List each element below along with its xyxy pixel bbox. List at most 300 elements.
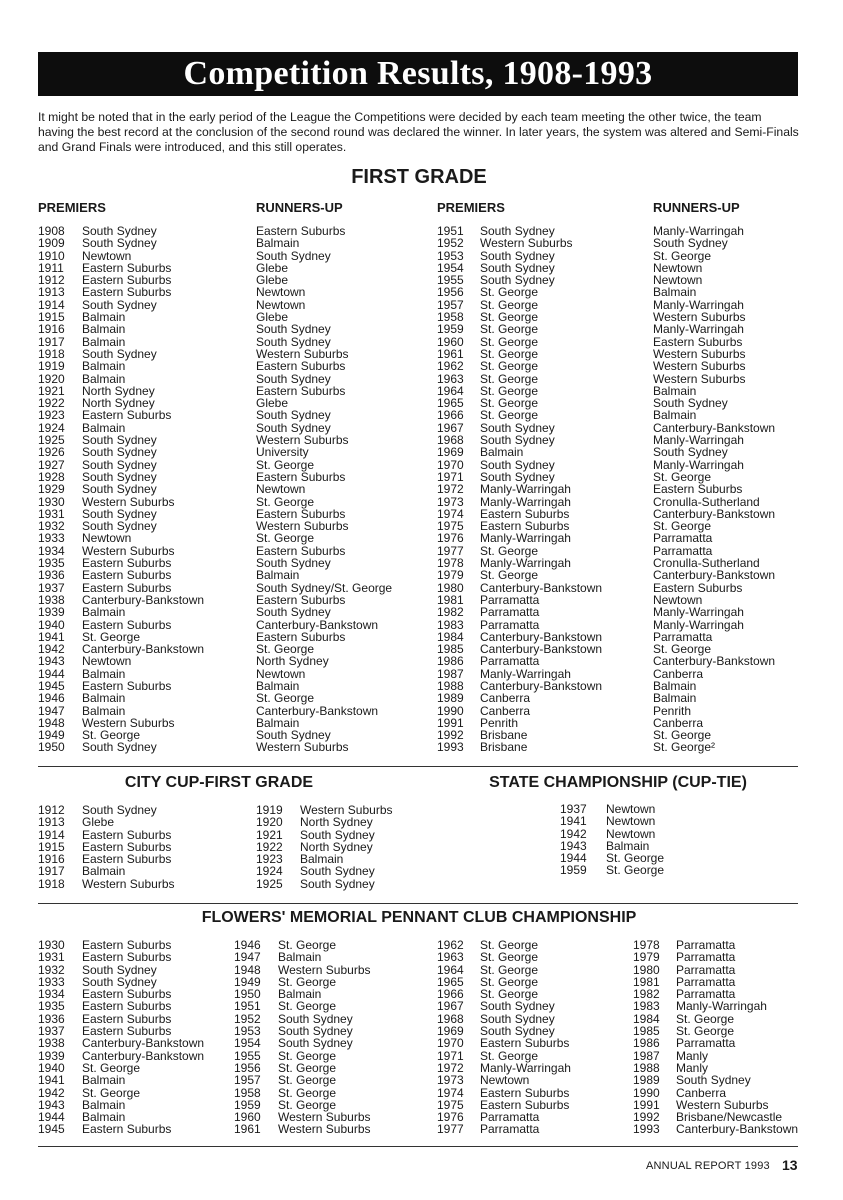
winner: South Sydney: [82, 346, 157, 361]
year: 1959: [560, 863, 587, 878]
winner: St. George: [606, 851, 665, 866]
year: 1964: [437, 962, 464, 977]
year: 1961: [234, 1122, 261, 1137]
runner-up: Newtown: [256, 285, 306, 300]
runner-up: South Sydney: [256, 322, 331, 337]
runner-up: Balmain: [653, 383, 697, 398]
winner: Brisbane: [480, 740, 528, 755]
runner-up: Eastern Suburbs: [256, 359, 346, 374]
year: 1914: [38, 297, 65, 312]
runner-up: Eastern Suburbs: [653, 580, 743, 595]
year: 1939: [38, 605, 65, 620]
year: 1953: [437, 248, 464, 263]
winner: St. George: [278, 938, 337, 952]
year: 1991: [633, 1097, 660, 1112]
year: 1960: [437, 334, 464, 349]
year: 1991: [437, 715, 464, 730]
year: 1951: [234, 999, 261, 1014]
year: 1957: [437, 297, 464, 312]
year: 1921: [38, 383, 65, 398]
year: 1923: [38, 408, 65, 423]
result-row: [437, 1000, 627, 1012]
result-row: [437, 483, 807, 495]
year: 1948: [234, 962, 261, 977]
winner: St. George: [606, 863, 665, 878]
winner: St. George: [480, 322, 539, 337]
winner: South Sydney: [82, 482, 157, 497]
result-row: [38, 1123, 233, 1135]
result-row: [437, 1074, 627, 1086]
winner: Manly-Warringah: [480, 494, 571, 509]
runner-up: Cronulla-Sutherland: [653, 556, 760, 571]
year: 1983: [437, 617, 464, 632]
winner: Parramatta: [480, 1110, 540, 1125]
runner-up: Canterbury-Bankstown: [256, 617, 379, 632]
year: 1953: [234, 1024, 261, 1039]
result-row: [38, 655, 428, 667]
result-row: [234, 1000, 429, 1012]
runner-up: University: [256, 445, 309, 460]
year: 1975: [437, 1097, 464, 1112]
year: 1989: [633, 1073, 660, 1088]
runner-up: Balmain: [256, 568, 300, 583]
year: 1981: [633, 974, 660, 989]
runner-up: Western Suburbs: [653, 346, 746, 361]
winner: South Sydney: [480, 1011, 555, 1026]
result-row: [234, 976, 429, 988]
winner: South Sydney: [278, 1011, 353, 1026]
winner: Balmain: [82, 691, 126, 706]
runner-up: South Sydney: [256, 248, 331, 263]
year: 1941: [560, 814, 587, 829]
runner-up: Balmain: [653, 408, 697, 423]
year: 1949: [234, 974, 261, 989]
winner: St. George: [82, 629, 141, 644]
year: 1930: [38, 494, 65, 509]
year: 1958: [437, 310, 464, 325]
winner: Parramatta: [676, 1036, 736, 1051]
winner: South Sydney: [480, 260, 555, 275]
winner: South Sydney: [82, 962, 157, 977]
runner-up: Eastern Suburbs: [653, 482, 743, 497]
winner: Parramatta: [480, 617, 540, 632]
year: 1943: [38, 1097, 65, 1112]
year: 1949: [38, 728, 65, 743]
result-row: [38, 1087, 233, 1099]
year: 1979: [437, 568, 464, 583]
winner: Parramatta: [676, 974, 736, 989]
runner-up: Balmain: [256, 678, 300, 693]
result-row: [437, 741, 807, 753]
year: 1985: [437, 642, 464, 657]
year: 1979: [633, 950, 660, 965]
winner: Brisbane/Newcastle: [676, 1110, 783, 1125]
winner: Eastern Suburbs: [82, 1011, 172, 1026]
result-row: [234, 939, 429, 951]
year: 1974: [437, 1085, 464, 1100]
winner: Parramatta: [480, 1122, 540, 1137]
winner: South Sydney: [82, 297, 157, 312]
year: 1936: [38, 1011, 65, 1026]
year: 1981: [437, 592, 464, 607]
winner: St. George: [480, 346, 539, 361]
winner: Eastern Suburbs: [82, 839, 172, 854]
winner: South Sydney: [480, 999, 555, 1014]
year: 1983: [633, 999, 660, 1014]
runner-up: Western Suburbs: [653, 359, 746, 374]
winner: Newtown: [606, 802, 656, 816]
winner: St. George: [480, 396, 539, 411]
runner-up: Manly-Warringah: [653, 433, 744, 448]
year: 1938: [38, 592, 65, 607]
winner: St. George: [82, 728, 141, 743]
year: 1939: [38, 1048, 65, 1063]
year: 1978: [437, 556, 464, 571]
year: 1975: [437, 519, 464, 534]
winner: Newtown: [82, 531, 132, 546]
year: 1946: [234, 938, 261, 952]
winner: Balmain: [82, 605, 126, 620]
year: 1932: [38, 519, 65, 534]
year: 1922: [38, 396, 65, 411]
year: 1912: [38, 803, 65, 817]
flowers-pennant-heading: FLOWERS' MEMORIAL PENNANT CLUB CHAMPIONSHIP: [201, 909, 637, 926]
runner-up: Canterbury-Bankstown: [256, 703, 379, 718]
year: 1963: [437, 371, 464, 386]
result-row: [560, 828, 740, 840]
runner-up: South Sydney: [256, 556, 331, 571]
year: 1990: [633, 1085, 660, 1100]
result-row: [256, 878, 426, 890]
year: 1972: [437, 482, 464, 497]
year: 1912: [38, 273, 65, 288]
winner: Manly-Warringah: [480, 1060, 571, 1075]
winner: St. George: [82, 1085, 141, 1100]
runner-up: South Sydney: [653, 445, 728, 460]
winner: Balmain: [82, 1097, 126, 1112]
winner: South Sydney: [82, 433, 157, 448]
winner: St. George: [278, 974, 337, 989]
winner: Eastern Suburbs: [82, 938, 172, 952]
winner: Western Suburbs: [82, 876, 175, 891]
result-row: [234, 1123, 429, 1135]
flowers-pennant-list-1: [38, 939, 233, 1136]
runner-up: St. George: [256, 642, 315, 657]
year: 1924: [38, 420, 65, 435]
flowers-pennant-list-2: [234, 939, 429, 1136]
year: 1987: [437, 666, 464, 681]
winner: Manly-Warringah: [480, 531, 571, 546]
winner: Balmain: [82, 864, 126, 879]
result-row: [437, 446, 807, 458]
winner: Eastern Suburbs: [82, 568, 172, 583]
year: 1958: [234, 1085, 261, 1100]
result-row: [437, 373, 807, 385]
year: 1930: [38, 938, 65, 952]
result-row: [234, 1074, 429, 1086]
winner: Glebe: [82, 815, 115, 830]
flowers-pennant-list-3: [437, 939, 627, 1136]
year: 1962: [437, 938, 464, 952]
result-row: [437, 532, 807, 544]
year: 1938: [38, 1036, 65, 1051]
year: 1944: [38, 666, 65, 681]
runner-up: Glebe: [256, 273, 289, 288]
winner: Balmain: [606, 838, 650, 853]
year: 1918: [38, 876, 65, 891]
year: 1970: [437, 1036, 464, 1051]
runner-up: Parramatta: [653, 531, 713, 546]
winner: Canterbury-Bankstown: [82, 1048, 205, 1063]
winner: St. George: [676, 1011, 735, 1026]
year: 1948: [38, 715, 65, 730]
year: 1931: [38, 506, 65, 521]
result-row: [38, 606, 428, 618]
result-row: [437, 1087, 627, 1099]
winner: St. George: [278, 1048, 337, 1063]
year: 1950: [38, 740, 65, 755]
winner: St. George: [480, 297, 539, 312]
runner-up: St. George: [256, 531, 315, 546]
year: 1917: [38, 334, 65, 349]
runner-up: Eastern Suburbs: [653, 334, 743, 349]
winner: Eastern Suburbs: [82, 950, 172, 965]
year: 1919: [38, 359, 65, 374]
result-row: [437, 1062, 627, 1074]
runner-up: Cronulla-Sutherland: [653, 494, 760, 509]
result-row: [633, 1123, 808, 1135]
result-row: [437, 606, 807, 618]
year: 1955: [234, 1048, 261, 1063]
result-row: [437, 237, 807, 249]
year: 1967: [437, 420, 464, 435]
year: 1989: [437, 691, 464, 706]
result-row: [437, 655, 807, 667]
year: 1944: [560, 851, 587, 866]
result-row: [38, 865, 248, 877]
runner-up: Penrith: [653, 703, 692, 718]
winner: Manly-Warringah: [676, 999, 767, 1014]
footer-report-label: ANNUAL REPORT 1993: [646, 1160, 770, 1172]
winner: Western Suburbs: [278, 1110, 371, 1125]
winner: St. George: [278, 1073, 337, 1088]
year: 1913: [38, 815, 65, 830]
result-row: [38, 1062, 233, 1074]
year: 1917: [38, 864, 65, 879]
result-row: [38, 1099, 233, 1111]
runner-up: St. George²: [653, 740, 716, 755]
winner: South Sydney: [82, 224, 157, 238]
runner-up: St. George: [256, 494, 315, 509]
winner: Canterbury-Bankstown: [480, 678, 603, 693]
runner-up: St. George: [653, 469, 712, 484]
year: 1913: [38, 285, 65, 300]
winner: South Sydney: [480, 469, 555, 484]
winner: Newtown: [480, 1073, 530, 1088]
runner-up: Parramatta: [653, 629, 713, 644]
winner: Balmain: [82, 371, 126, 386]
year: 1935: [38, 556, 65, 571]
runner-up: St. George: [653, 519, 712, 534]
year: 1944: [38, 1110, 65, 1125]
winner: South Sydney: [300, 876, 375, 891]
year: 1957: [234, 1073, 261, 1088]
year: 1990: [437, 703, 464, 718]
runner-up: Eastern Suburbs: [256, 629, 346, 644]
result-row: [38, 1074, 233, 1086]
year: 1974: [437, 506, 464, 521]
runner-up: Balmain: [653, 691, 697, 706]
winner: North Sydney: [82, 383, 155, 398]
year: 1937: [560, 802, 587, 816]
year: 1961: [437, 346, 464, 361]
result-row: [633, 1087, 808, 1099]
runner-up: Canterbury-Bankstown: [653, 420, 776, 435]
runner-up: Eastern Suburbs: [256, 592, 346, 607]
result-row: [560, 815, 740, 827]
winner: Parramatta: [480, 605, 540, 620]
winner: South Sydney: [480, 433, 555, 448]
runner-up: Canberra: [653, 666, 704, 681]
runner-up: St. George: [256, 691, 315, 706]
runner-up: St. George: [653, 728, 712, 743]
winner: Canterbury-Bankstown: [82, 592, 205, 607]
winner: Balmain: [300, 852, 344, 867]
year: 1952: [234, 1011, 261, 1026]
result-row: [234, 1037, 429, 1049]
year: 1936: [38, 568, 65, 583]
winner: Canterbury-Bankstown: [480, 580, 603, 595]
winner: Balmain: [82, 359, 126, 374]
winner: Eastern Suburbs: [480, 1085, 570, 1100]
year: 1919: [256, 803, 283, 817]
year: 1956: [234, 1060, 261, 1075]
runner-up: Western Suburbs: [256, 740, 349, 755]
runner-up: Manly-Warringah: [653, 322, 744, 337]
winner: Balmain: [82, 1073, 126, 1088]
winner: St. George: [82, 1060, 141, 1075]
winner: Canterbury-Bankstown: [676, 1122, 799, 1137]
runner-up: Eastern Suburbs: [256, 543, 346, 558]
premiers-header-right: PREMIERS: [437, 200, 505, 215]
runner-up: St. George: [256, 457, 315, 472]
year: 1959: [234, 1097, 261, 1112]
winner: Canterbury-Bankstown: [82, 1036, 205, 1051]
year: 1982: [633, 987, 660, 1002]
year: 1922: [256, 839, 283, 854]
year: 1987: [633, 1048, 660, 1063]
winner: Balmain: [278, 950, 322, 965]
winner: North Sydney: [82, 396, 155, 411]
winner: Eastern Suburbs: [82, 617, 172, 632]
year: 1915: [38, 310, 65, 325]
winner: Parramatta: [676, 987, 736, 1002]
result-row: [38, 853, 248, 865]
state-championship-heading: STATE CHAMPIONSHIP (CUP-TIE): [489, 774, 747, 791]
winner: South Sydney: [480, 273, 555, 288]
year: 1966: [437, 408, 464, 423]
winner: Newtown: [82, 654, 132, 669]
year: 1947: [38, 703, 65, 718]
runner-up: South Sydney: [256, 605, 331, 620]
year: 1951: [437, 224, 464, 238]
year: 1992: [633, 1110, 660, 1125]
year: 1947: [234, 950, 261, 965]
winner: South Sydney: [82, 445, 157, 460]
result-row: [38, 1037, 233, 1049]
winner: Balmain: [480, 445, 524, 460]
year: 1941: [38, 1073, 65, 1088]
winner: Penrith: [480, 715, 519, 730]
year: 1940: [38, 617, 65, 632]
result-row: [38, 496, 428, 508]
result-row: [633, 1074, 808, 1086]
winner: St. George: [480, 543, 539, 558]
runner-up: Manly-Warringah: [653, 617, 744, 632]
year: 1927: [38, 457, 65, 472]
winner: Balmain: [82, 1110, 126, 1125]
winner: Balmain: [82, 666, 126, 681]
year: 1908: [38, 224, 65, 238]
winner: St. George: [480, 950, 539, 965]
year: 1992: [437, 728, 464, 743]
winner: Eastern Suburbs: [480, 1036, 570, 1051]
runner-up: Balmain: [653, 285, 697, 300]
winner: St. George: [480, 408, 539, 423]
year: 1971: [437, 469, 464, 484]
result-row: [38, 569, 428, 581]
result-row: [38, 286, 428, 298]
year: 1931: [38, 950, 65, 965]
result-row: [38, 619, 428, 631]
year: 1968: [437, 433, 464, 448]
winner: South Sydney: [82, 974, 157, 989]
year: 1993: [437, 740, 464, 755]
year: 1920: [38, 371, 65, 386]
winner: St. George: [278, 1085, 337, 1100]
runner-up: Manly-Warringah: [653, 457, 744, 472]
year: 1963: [437, 950, 464, 965]
winner: Manly: [676, 1060, 709, 1075]
winner: South Sydney: [82, 740, 157, 755]
result-row: [633, 951, 808, 963]
winner: Western Suburbs: [82, 715, 175, 730]
winner: St. George: [480, 987, 539, 1002]
runner-up: Newtown: [653, 592, 703, 607]
year: 1910: [38, 248, 65, 263]
winner: St. George: [480, 974, 539, 989]
year: 1971: [437, 1048, 464, 1063]
winner: Eastern Suburbs: [82, 273, 172, 288]
city-cup-heading: CITY CUP-FIRST GRADE: [124, 774, 314, 791]
year: 1966: [437, 987, 464, 1002]
year: 1952: [437, 236, 464, 251]
winner: Balmain: [82, 334, 126, 349]
first-grade-heading: FIRST GRADE: [351, 166, 487, 188]
result-row: [633, 1037, 808, 1049]
winner: Eastern Suburbs: [82, 1122, 172, 1137]
winner: Manly: [676, 1048, 709, 1063]
result-row: [560, 864, 740, 876]
runner-up: South Sydney: [256, 728, 331, 743]
result-row: [38, 1000, 233, 1012]
runner-up: Eastern Suburbs: [256, 224, 346, 238]
year: 1923: [256, 852, 283, 867]
year: 1950: [234, 987, 261, 1002]
year: 1926: [38, 445, 65, 460]
year: 1969: [437, 445, 464, 460]
runner-up: Manly-Warringah: [653, 605, 744, 620]
